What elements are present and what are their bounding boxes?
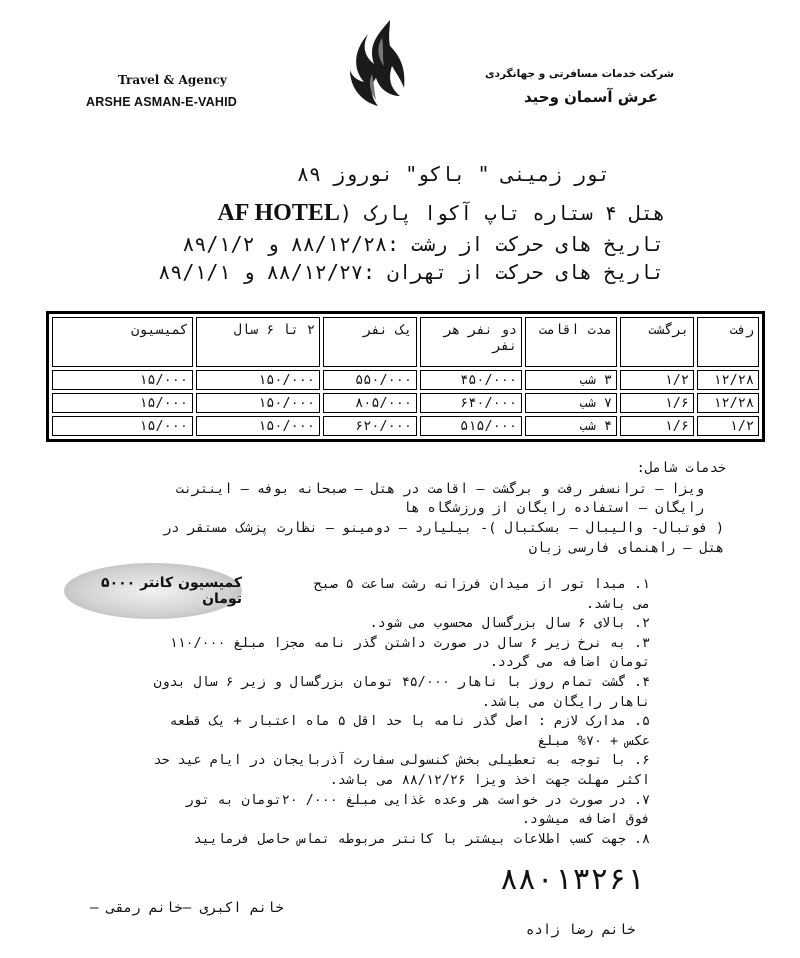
col-header-commission: کمیسیون bbox=[52, 317, 193, 367]
col-header-stay: مدت اقامت bbox=[525, 317, 617, 367]
cell-double: ۵۱۵/۰۰۰ bbox=[420, 416, 522, 436]
brand-flame-logo-icon bbox=[346, 16, 406, 108]
note-line: فوق اضافه میشود. bbox=[521, 812, 650, 828]
table-row bbox=[52, 416, 759, 436]
col-header-double: دو نفر هر نفر bbox=[420, 317, 522, 367]
cell-child: ۱۵۰/۰۰۰ bbox=[196, 393, 320, 413]
col-header-single: یک نفر bbox=[323, 317, 417, 367]
hotel-line-fa: هتل ۴ ستاره تاپ آکوا پارک ( bbox=[339, 201, 665, 225]
note-line: ۴. گشت تمام روز با ناهار ۴۵/۰۰۰ تومان بزرگسال و زیر ۶ سال بدون bbox=[153, 674, 650, 690]
brand-en-name: ARSHE ASMAN-E-VAHID bbox=[86, 95, 238, 109]
brand-en-title: Travel & Agency bbox=[118, 73, 227, 87]
table-row bbox=[52, 370, 759, 390]
cell-return: ۱/۶ bbox=[620, 416, 694, 436]
services-line: ( فوتبال- والیبال – بسکتبال )- بیلیارد – دومینو – نظارت پزشک مستقر در bbox=[163, 520, 724, 536]
phone-number: ۸۸۰۱۳۲۶۱ bbox=[500, 862, 645, 897]
note-line: ۱. مبدا تور از میدان فرزانه رشت ساعت ۵ صبح bbox=[313, 577, 650, 592]
cell-commission: ۱۵/۰۰۰ bbox=[52, 393, 193, 413]
cell-depart: ۱۲/۲۸ bbox=[697, 370, 759, 390]
cell-child: ۱۵۰/۰۰۰ bbox=[196, 416, 320, 436]
note-line: تومان اضافه می گردد. bbox=[489, 655, 650, 671]
services-line: رایگان – استفاده رایگان از ورزشگاه ها bbox=[403, 500, 704, 516]
departure-dates-rasht: تاریخ های حرکت از رشت :۸۸/۱۲/۲۸ و ۸۹/۱/۲ bbox=[182, 232, 664, 256]
services-line: هتل – راهنمای فارسی زبان bbox=[528, 540, 724, 556]
services-title: خدمات شامل: bbox=[636, 460, 726, 476]
cell-double: ۶۴۰/۰۰۰ bbox=[420, 393, 522, 413]
note-line: ۷. در صورت در خواست هر وعده غذایی مبلغ ۰۰۰/ ۲۰تومان به تور bbox=[185, 792, 650, 808]
contact-name: خانم رضا زاده bbox=[526, 922, 636, 938]
services-line: ویزا – ترانسفر رفت و برگشت – اقامت در هتل – صبحانه بوفه – اینترنت bbox=[175, 481, 704, 497]
note-line: ۶. با توجه به تعطیلی بخش کنسولی سفارت آذربایجان در ایام عید حد bbox=[153, 753, 650, 769]
note-line: ۵. مدارک لازم : اصل گذر نامه با حد اقل ۵ ماه اعتبار + یک قطعه bbox=[169, 714, 650, 730]
cell-commission: ۱۵/۰۰۰ bbox=[52, 370, 193, 390]
departure-dates-tehran: تاریخ های حرکت از تهران :۸۸/۱۲/۲۷ و ۸۹/۱/۱ bbox=[158, 260, 664, 284]
cell-child: ۱۵۰/۰۰۰ bbox=[196, 370, 320, 390]
note-line: ۲. بالای ۶ سال بزرگسال محسوب می شود. bbox=[369, 616, 650, 632]
note-line: عکس + ۷۰% مبلغ bbox=[537, 733, 650, 749]
col-header-child: ۲ تا ۶ سال bbox=[196, 317, 320, 367]
cell-return: ۱/۲ bbox=[620, 370, 694, 390]
cell-single: ۶۲۰/۰۰۰ bbox=[323, 416, 417, 436]
note-line: ۳. به نرخ زیر ۶ سال در صورت داشتن گذر نامه مجزا مبلغ ۱۱۰/۰۰۰ bbox=[169, 635, 650, 651]
cell-commission: ۱۵/۰۰۰ bbox=[52, 416, 193, 436]
cell-depart: ۱۲/۲۸ bbox=[697, 393, 759, 413]
cell-single: ۸۰۵/۰۰۰ bbox=[323, 393, 417, 413]
contact-names: خانم اکبری –خانم رمقی – bbox=[90, 900, 284, 916]
cell-return: ۱/۶ bbox=[620, 393, 694, 413]
cell-stay: ۳ شب bbox=[525, 370, 617, 390]
notes-list bbox=[50, 575, 650, 849]
brand-fa-subtitle: شرکت خدمات مسافرتی و جهانگردی bbox=[485, 68, 674, 80]
note-line: می باشد. bbox=[585, 596, 650, 612]
brand-fa-name: عرش آسمان وحید bbox=[523, 88, 658, 106]
cell-single: ۵۵۰/۰۰۰ bbox=[323, 370, 417, 390]
note-line: ناهار رایگان می باشد. bbox=[481, 694, 650, 710]
table-row bbox=[52, 393, 759, 413]
price-table bbox=[46, 311, 765, 442]
table-header-row bbox=[52, 317, 759, 367]
col-header-depart: رفت bbox=[697, 317, 759, 367]
commission-badge-label: کمیسیون کانتر ۵۰۰۰ تومان bbox=[101, 575, 242, 607]
cell-double: ۴۵۰/۰۰۰ bbox=[420, 370, 522, 390]
col-header-return: برگشت bbox=[620, 317, 694, 367]
cell-depart: ۱/۲ bbox=[697, 416, 759, 436]
hotel-line bbox=[217, 200, 665, 227]
note-line: ۸. جهت کسب اطلاعات بیشتر با کانتر مربوطه تماس حاصل فرمایید bbox=[193, 831, 650, 847]
tour-title: تور زمینی " باکو" نوروز ۸۹ bbox=[296, 162, 610, 186]
cell-stay: ۴ شب bbox=[525, 416, 617, 436]
hotel-name-latin: AF HOTEL bbox=[217, 200, 340, 226]
note-line: اکثر مهلت جهت اخذ ویزا ۸۸/۱۲/۲۶ می باشد. bbox=[329, 772, 650, 788]
cell-stay: ۷ شب bbox=[525, 393, 617, 413]
